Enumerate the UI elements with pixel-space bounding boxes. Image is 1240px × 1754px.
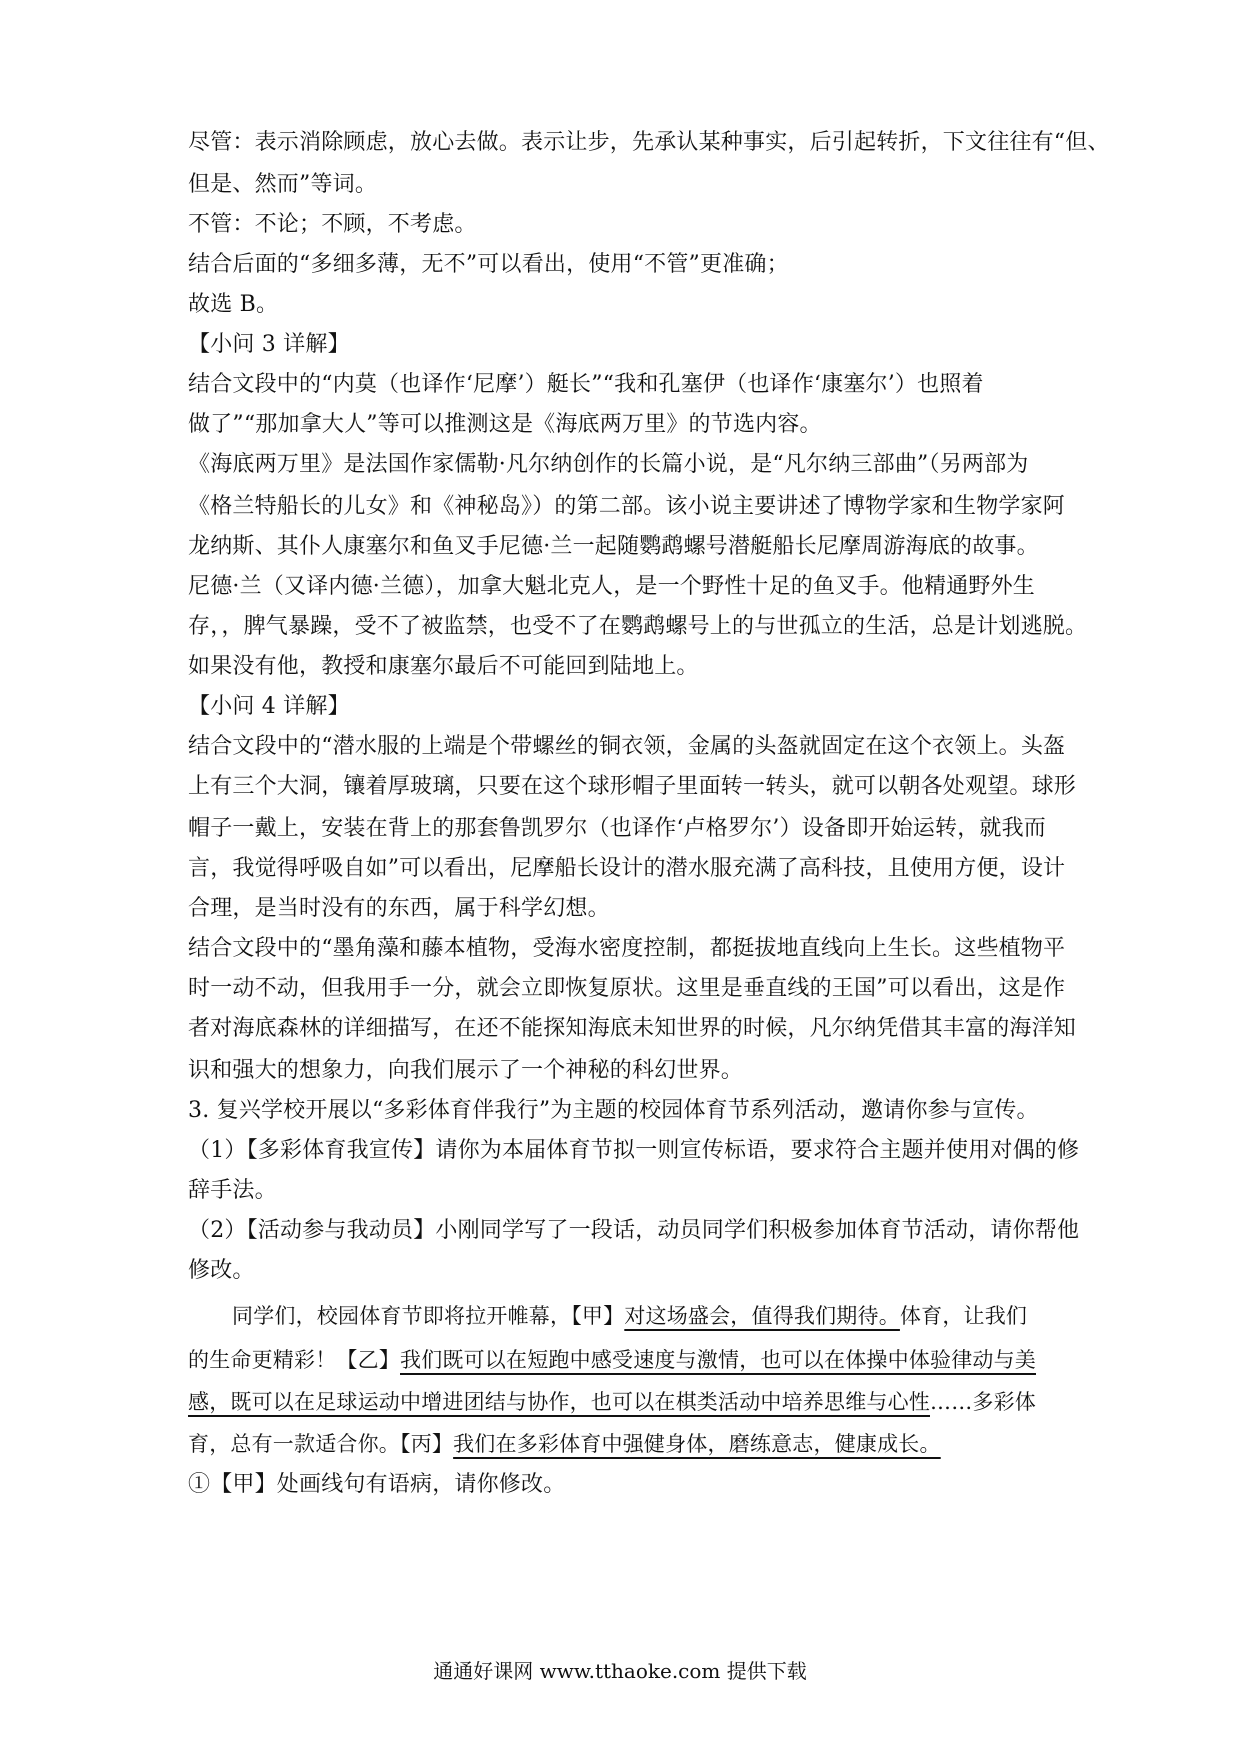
underlined-sentence-bing: 我们在多彩体育中强健身体，磨练意志，健康成长。 <box>453 1432 941 1456</box>
text-line: 帽子一戴上，安装在背上的那套鲁凯罗尔（也译作‘卢格罗尔’）设备即开始运转，就我而 <box>188 816 1046 841</box>
quoted-passage-line <box>188 1338 1058 1383</box>
text-line: 尼德·兰（又译内德·兰德），加拿大魁北克人，是一个野性十足的鱼叉手。他精通野外生 <box>188 574 1035 599</box>
quote-text: ……多彩体 <box>930 1390 1036 1414</box>
underlined-sentence-jia: 对这场盛会，值得我们期待。 <box>624 1304 900 1328</box>
sub-question: （1）【多彩体育我宣传】请你为本届体育节拟一则宣传标语，要求符合主题并使用对偶的修 <box>188 1138 1080 1163</box>
quote-text: 体育，让我们 <box>899 1304 1028 1328</box>
quote-text: 同学们，校园体育节即将拉开帷幕，【甲】 <box>232 1304 625 1328</box>
text-line: 不管：不论；不顾，不考虑。 <box>188 212 477 237</box>
quoted-passage-line <box>188 1422 1058 1467</box>
underlined-sentence-yi: 我们既可以在短跑中感受速度与激情，也可以在体操中体验律动与美 <box>400 1348 1036 1372</box>
text-line: 如果没有他，教授和康塞尔最后不可能回到陆地上。 <box>188 654 699 679</box>
text-line: 存，，脾气暴躁，受不了被监禁，也受不了在鹦鹉螺号上的与世孤立的生活，总是计划逃脱。 <box>188 614 1088 639</box>
question-stem: 3. 复兴学校开展以“多彩体育伴我行”为主题的校园体育节系列活动，邀请你参与宣传。 <box>188 1098 1039 1123</box>
quoted-passage-line <box>232 1294 1062 1339</box>
page-footer: 通通好课网 www.tthaoke.com 提供下载 <box>433 1659 807 1683</box>
text-line: 言，我觉得呼吸自如”可以看出，尼摩船长设计的潜水服充满了高科技，且使用方便，设计 <box>188 856 1066 881</box>
underlined-sentence-yi-cont: 感，既可以在足球运动中增进团结与协作，也可以在棋类活动中培养思维与心性 <box>188 1390 930 1414</box>
text-line: 结合文段中的“墨角藻和藤本植物，受海水密度控制，都挺拔地直线向上生长。这些植物平 <box>188 936 1066 961</box>
text-line: 龙纳斯、其仆人康塞尔和鱼叉手尼德·兰一起随鹦鹉螺号潜艇船长尼摩周游海底的故事。 <box>188 534 1039 559</box>
quote-text: 的生命更精彩！【乙】 <box>188 1348 400 1372</box>
text-line: 结合文段中的“潜水服的上端是个带螺丝的铜衣领，金属的头盔就固定在这个衣领上。头盔 <box>188 734 1066 759</box>
text-line: 结合后面的“多细多薄，无不”可以看出，使用“不管”更准确； <box>188 252 789 277</box>
text-line: 修改。 <box>188 1258 255 1283</box>
quoted-passage-line <box>188 1380 1058 1425</box>
text-line: 上有三个大洞，镶着厚玻璃，只要在这个球形帽子里面转一转头，就可以朝各处观望。球形 <box>188 774 1077 799</box>
text-line: 结合文段中的“内莫（也译作‘尼摩’）艇长”“我和孔塞伊（也译作‘康塞尔’）也照着 <box>188 372 984 397</box>
text-line: 辞手法。 <box>188 1178 277 1203</box>
sub-question: （2）【活动参与我动员】小刚同学写了一段话，动员同学们积极参加体育节活动，请你帮他 <box>188 1218 1080 1243</box>
section-heading: 【小问 3 详解】 <box>188 332 350 357</box>
text-line: 《格兰特船长的儿女》和《神秘岛》）的第二部。该小说主要讲述了博物学家和生物学家阿 <box>188 494 1066 519</box>
quote-text: 育，总有一款适合你。【丙】 <box>188 1432 454 1456</box>
text-line: 合理，是当时没有的东西，属于科学幻想。 <box>188 896 610 921</box>
text-line: 做了”“那加拿大人”等可以推测这是《海底两万里》的节选内容。 <box>188 412 822 437</box>
text-line: 故选 B。 <box>188 292 279 317</box>
section-heading: 【小问 4 详解】 <box>188 694 350 719</box>
text-line: 识和强大的想象力，向我们展示了一个神秘的科幻世界。 <box>188 1058 744 1083</box>
text-line: 时一动不动，但我用手一分，就会立即恢复原状。这里是垂直线的王国”可以看出，这是作 <box>188 976 1066 1001</box>
text-line: 者对海底森林的详细描写，在还不能探知海底未知世界的时候，凡尔纳凭借其丰富的海洋知 <box>188 1016 1077 1041</box>
text-line: 但是、然而”等词。 <box>188 172 378 197</box>
text-line: 《海底两万里》是法国作家儒勒·凡尔纳创作的长篇小说，是“凡尔纳三部曲”（另两部为 <box>188 452 1029 477</box>
sub-question-item: ①【甲】处画线句有语病，请你修改。 <box>188 1472 566 1497</box>
text-line: 尽管：表示消除顾虑，放心去做。表示让步，先承认某种事实，后引起转折，下文往往有“但、 <box>188 130 1110 155</box>
